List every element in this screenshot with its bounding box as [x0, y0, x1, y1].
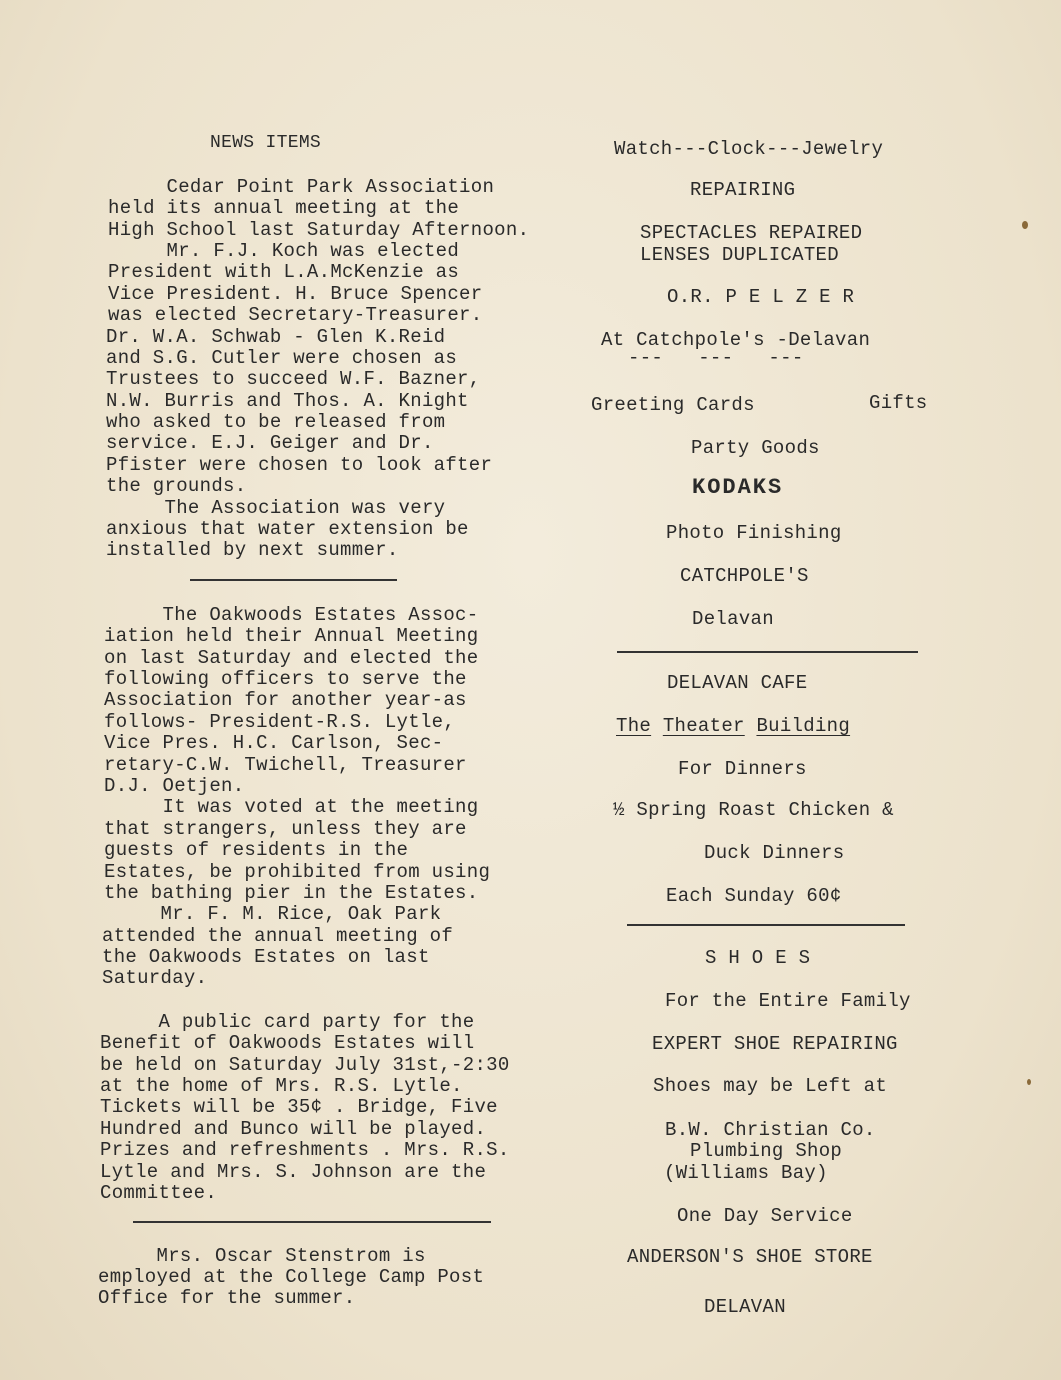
- anderson-shoe-store: ANDERSON'S SHOE STORE: [627, 1246, 873, 1268]
- article-line: be held on Saturday July 31st,-2:30: [100, 1054, 510, 1076]
- building-word: Building: [756, 715, 851, 737]
- spring-roast: ½ Spring Roast Chicken &: [613, 799, 894, 821]
- dash-separator: --- --- ---: [628, 347, 804, 369]
- article-line: Vice Pres. H.C. Carlson, Sec-: [104, 732, 444, 754]
- article-line: who asked to be released from: [106, 411, 446, 433]
- article-line: service. E.J. Geiger and Dr.: [106, 432, 434, 454]
- lenses-label: LENSES DUPLICATED: [640, 244, 839, 266]
- article-line: Lytle and Mrs. S. Johnson are the: [100, 1161, 487, 1183]
- article-line: Tickets will be 35¢ . Bridge, Five: [100, 1096, 498, 1118]
- article-line: Mr. F.J. Koch was elected: [108, 240, 460, 262]
- article-line: Hundred and Bunco will be played.: [100, 1118, 487, 1140]
- theater-word: Theater: [662, 715, 745, 737]
- article-line: Vice President. H. Bruce Spencer: [108, 283, 483, 305]
- article-line: installed by next summer.: [106, 539, 399, 561]
- article-line: attended the annual meeting of: [102, 925, 454, 947]
- article-line: following officers to serve the: [104, 668, 467, 690]
- article-line: on last Saturday and elected the: [104, 647, 479, 669]
- delavan-footer: DELAVAN: [704, 1296, 786, 1318]
- plumbing-shop: Plumbing Shop: [690, 1140, 843, 1162]
- photo-finishing: Photo Finishing: [666, 522, 842, 544]
- article-line: Trustees to succeed W.F. Bazner,: [106, 368, 481, 390]
- paper-spot: [1027, 1079, 1031, 1085]
- article-line: It was voted at the meeting: [104, 796, 479, 818]
- repairing-label: REPAIRING: [690, 179, 796, 201]
- article-line: D.J. Oetjen.: [104, 775, 245, 797]
- jewelry-title: Watch---Clock---Jewelry: [614, 138, 884, 160]
- article-line: Association for another year-as: [104, 689, 467, 711]
- article-line: President with L.A.McKenzie as: [108, 261, 460, 283]
- catchpoles-name: CATCHPOLE'S: [680, 565, 809, 587]
- article-line: and S.G. Cutler were chosen as: [106, 347, 458, 369]
- delavan-location: Delavan: [692, 608, 774, 630]
- article-line: Cedar Point Park Association: [108, 176, 495, 198]
- divider-rule: [133, 1221, 491, 1223]
- article-line: Estates, be prohibited from using: [104, 861, 491, 883]
- shoes-title: S H O E S: [705, 947, 811, 969]
- article-line: Saturday.: [102, 967, 208, 989]
- news-items-heading: NEWS ITEMS: [210, 133, 322, 153]
- williams-bay: (Williams Bay): [664, 1162, 828, 1184]
- entire-family: For the Entire Family: [665, 990, 911, 1012]
- divider-rule: [617, 651, 918, 653]
- christian-co: B.W. Christian Co.: [665, 1119, 876, 1141]
- article-line: at the home of Mrs. R.S. Lytle.: [100, 1075, 463, 1097]
- theater-building: [616, 716, 850, 737]
- article-line: employed at the College Camp Post: [98, 1266, 485, 1288]
- article-line: follows- President-R.S. Lytle,: [104, 711, 456, 733]
- kodaks: KODAKS: [692, 475, 784, 500]
- article-line: was elected Secretary-Treasurer.: [108, 304, 483, 326]
- cafe-title: DELAVAN CAFE: [667, 672, 808, 694]
- article-line: the grounds.: [106, 475, 247, 497]
- one-day-service: One Day Service: [677, 1205, 853, 1227]
- article-line: guests of residents in the: [104, 839, 409, 861]
- catchpole-delavan: At Catchpole's -Delavan: [601, 329, 871, 351]
- article-line: High School last Saturday Afternoon.: [108, 219, 530, 241]
- article-line: Office for the summer.: [98, 1287, 356, 1309]
- article-line: that strangers, unless they are: [104, 818, 467, 840]
- article-line: Dr. W.A. Schwab - Glen K.Reid: [106, 326, 446, 348]
- article-line: Benefit of Oakwoods Estates will: [100, 1032, 475, 1054]
- shoes-left-at: Shoes may be Left at: [653, 1075, 888, 1097]
- paper-spot: [1022, 221, 1028, 229]
- article-line: A public card party for the: [100, 1011, 475, 1033]
- article-line: The Association was very: [106, 497, 446, 519]
- article-line: the bathing pier in the Estates.: [104, 882, 479, 904]
- article-line: N.W. Burris and Thos. A. Knight: [106, 390, 469, 412]
- expert-shoe-repairing: EXPERT SHOE REPAIRING: [652, 1033, 898, 1055]
- party-goods: Party Goods: [691, 437, 820, 459]
- pelzer-name: O.R. P E L Z E R: [667, 286, 855, 308]
- spectacles-label: SPECTACLES REPAIRED: [640, 222, 863, 244]
- article-line: Prizes and refreshments . Mrs. R.S.: [100, 1139, 510, 1161]
- article-line: The Oakwoods Estates Assoc-: [104, 604, 479, 626]
- for-dinners: For Dinners: [678, 758, 807, 780]
- divider-rule: [190, 579, 397, 581]
- article-line: Mr. F. M. Rice, Oak Park: [102, 903, 442, 925]
- duck-dinners: Duck Dinners: [704, 842, 845, 864]
- article-line: Mrs. Oscar Stenstrom is: [98, 1245, 426, 1267]
- theater-the: The: [616, 715, 652, 737]
- greeting-cards: Greeting Cards: [591, 394, 755, 416]
- gifts: Gifts: [869, 392, 928, 414]
- each-sunday: Each Sunday 60¢: [666, 885, 842, 907]
- divider-rule: [627, 924, 905, 926]
- article-line: Committee.: [100, 1182, 218, 1204]
- article-line: held its annual meeting at the: [108, 197, 460, 219]
- article-line: iation held their Annual Meeting: [104, 625, 479, 647]
- article-line: retary-C.W. Twichell, Treasurer: [104, 754, 467, 776]
- article-line: Pfister were chosen to look after: [106, 454, 493, 476]
- article-line: the Oakwoods Estates on last: [102, 946, 430, 968]
- article-line: anxious that water extension be: [106, 518, 469, 540]
